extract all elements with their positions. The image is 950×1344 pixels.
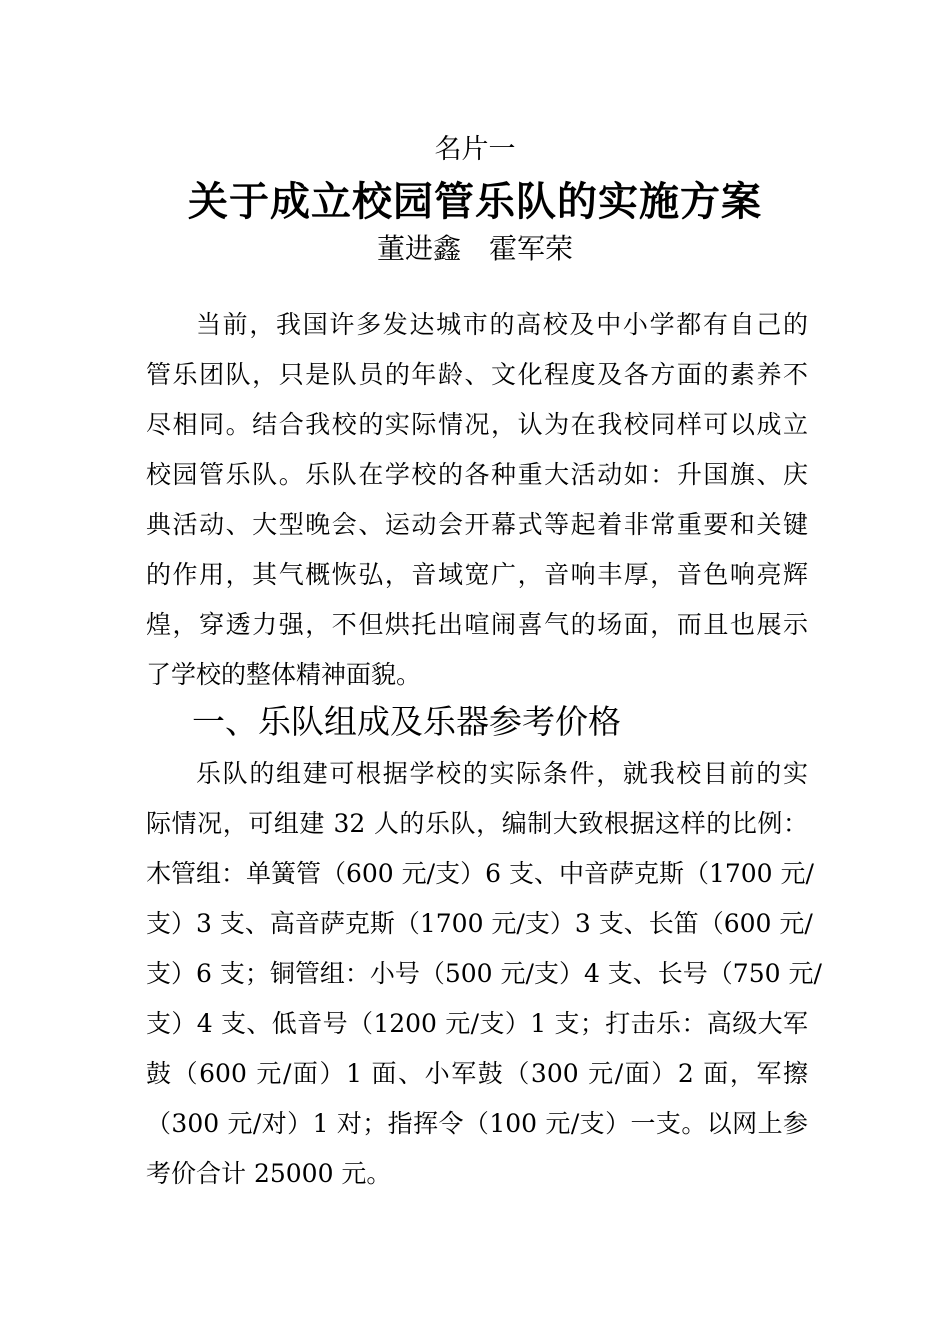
intro-line: 管乐团队，只是队员的年龄、文化程度及各方面的素养不 (146, 360, 808, 389)
intro-paragraph (146, 300, 808, 700)
intro-line: 煌，穿透力强，不但烘托出喧闹喜气的场面，而且也展示 (146, 610, 808, 639)
section1-line: 乐队的组建可根据学校的实际条件，就我校目前的实 (196, 759, 808, 788)
intro-line: 校园管乐队。乐队在学校的各种重大活动如：升国旗、庆 (146, 460, 808, 489)
intro-line: 典活动、大型晚会、运动会开幕式等起着非常重要和关键 (146, 510, 808, 539)
intro-line: 当前，我国许多发达城市的高校及中小学都有自己的 (196, 310, 808, 339)
section-heading: 一、乐队组成及乐器参考价格 (192, 702, 621, 741)
intro-line: 的作用，其气概恢弘，音域宽广，音响丰厚，音色响亮辉 (146, 560, 808, 589)
section1-line: （300 元/对）1 对；指挥令（100 元/支）一支。以网上参 (146, 1109, 808, 1138)
document-label: 名片一 (434, 134, 516, 165)
section1-line: 考价合计 25000 元。 (146, 1159, 392, 1188)
section1-line: 鼓（600 元/面）1 面、小军鼓（300 元/面）2 面，军擦 (146, 1059, 808, 1088)
section1-line: 木管组：单簧管（600 元/支）6 支、中音萨克斯（1700 元/ (146, 859, 814, 888)
section1-line: 支）4 支、低音号（1200 元/支）1 支；打击乐：高级大军 (146, 1009, 808, 1038)
intro-line: 了学校的整体精神面貌。 (146, 660, 422, 689)
section1-line: 际情况，可组建 32 人的乐队，编制大致根据这样的比例： (146, 809, 808, 838)
section1-line: 支）3 支、高音萨克斯（1700 元/支）3 支、长笛（600 元/ (146, 909, 813, 938)
section1-paragraph (146, 749, 822, 1199)
intro-line: 尽相同。结合我校的实际情况，认为在我校同样可以成立 (146, 410, 808, 439)
section1-line: 支）6 支；铜管组：小号（500 元/支）4 支、长号（750 元/ (146, 959, 822, 988)
document-title: 关于成立校园管乐队的实施方案 (188, 179, 762, 225)
document-authors: 董进鑫 霍军荣 (376, 232, 573, 265)
